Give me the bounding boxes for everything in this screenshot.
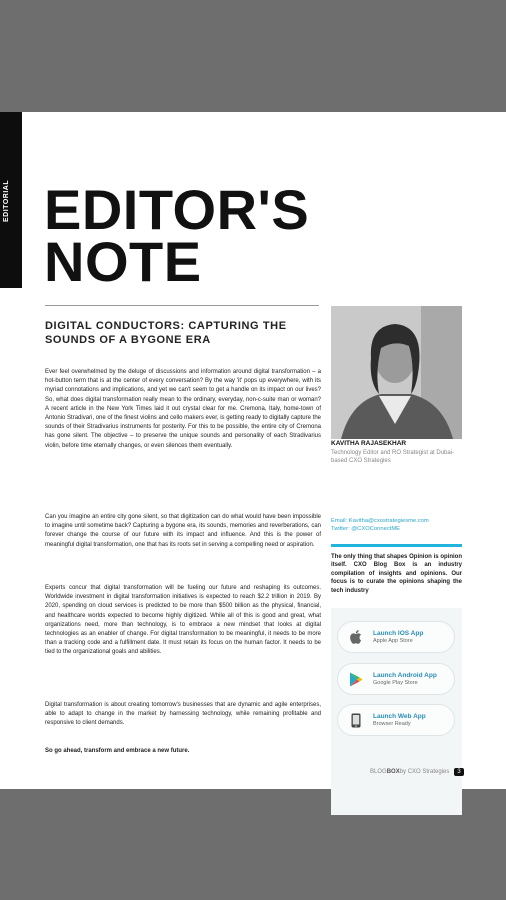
footer-byline: by CXO Strategies <box>399 769 450 775</box>
footer-brand-prefix: BLOG <box>370 769 387 775</box>
android-app-subtitle: Google Play Store <box>373 679 418 686</box>
google-play-icon <box>343 666 369 692</box>
article-paragraph: Digital transformation is about creating tomorrow's businesses that are dynamic and agile enterprises, able to adapt to change in the market by harnessing technology, while remaining profitable and responsive to client demands. <box>45 702 321 727</box>
web-app-subtitle: Browser Ready <box>373 720 411 727</box>
author-contact <box>331 517 462 533</box>
article-paragraph: Experts concur that digital transformation will be fueling our future and reshaping its outcomes. Worldwide investment in digital transformation initiatives is expected to reach $2.2 trillion in 2019. By 2020, spending on cloud services is predicted to be more than $500 billion as the physical, financial, and healthcare worlds expected to become highly digitized. While all of this is good and great, what organizations need, more than technology, is to embrace a new mindset that looks at digital technologies as an enabler of change. For digital transformation to be meaningful, it needs to be more than a tracking code and a fulfillment date. It must retain its focus on the human factor. It needs to be tied to the organizational goals and abilities. <box>45 585 321 656</box>
launch-ios-app-button[interactable] <box>337 621 455 653</box>
article-paragraph: Can you imagine an entire city gone silent, so that digitization can do what would have been impossible to imagine until sometime back? Capturing a bygone era, its sounds, memories and reverberations, can forever change the course of our future with its impact and influence. And this is the power of meaningful digital transformation, one that has its roots set in serving a compelling need or aspiration. <box>45 514 321 548</box>
author-photo <box>331 306 462 439</box>
launch-android-app-button[interactable] <box>337 663 455 695</box>
page-number: 3 <box>454 768 463 776</box>
footer-brand-bold: BOX <box>386 769 400 775</box>
article-paragraph: Ever feel overwhelmed by the deluge of discussions and information around digital transformation – a hot-button term that is at the center of every conversation? By the way 'it' pops up everywhere, with its myriad connotations and implications, and yet we can't seem to get a handle on its impact on our lives? So, what does digital transformation really mean to the ordinary, everyday, non-c-suite man or woman? A recent article in the New York Times laid it out crystal clear for me. Cremona, Italy, home-town of Antonio Stradivari, one of the finest violins and cello makers ever, is getting ready to digitally capture the sounds of their Stradivarius instruments for posterity. For this to be possible, the entire city of Cremona has gone silent. The objective – to preserve the unique sounds and personality of each Stradivarius violin, before time eternally changes, or even silences them eventually. <box>45 369 321 449</box>
web-app-title: Launch Web App <box>373 712 426 720</box>
article-subhead: DIGITAL CONDUCTORS: CAPTURING THE SOUNDS OF A BYGONE ERA <box>45 320 287 346</box>
section-tab <box>0 112 22 288</box>
magazine-page <box>0 112 506 789</box>
ios-app-title: Launch IOS App <box>373 629 424 637</box>
article-closing-line: So go ahead, transform and embrace a new future. <box>45 748 190 754</box>
author-twitter-link[interactable]: Twitter: @CXOConnectME <box>331 526 401 532</box>
author-email-link[interactable]: Email: Kavitha@cxostrategiesme.com <box>331 518 429 524</box>
title-divider <box>45 305 319 306</box>
author-name: KAVITHA RAJASEKHAR <box>331 440 407 447</box>
author-role: Technology Editor and RO Strategist at Dubai-based CXO Strategies <box>331 450 455 464</box>
ios-app-subtitle: Apple App Store <box>373 637 413 644</box>
launch-web-app-button[interactable] <box>337 704 455 736</box>
mobile-phone-icon <box>343 707 369 733</box>
page-title: EDITOR'S NOTE <box>44 178 310 293</box>
accent-bar <box>331 544 462 547</box>
page-footer <box>370 768 464 776</box>
promo-text: The only thing that shapes Opinion is opinion itself. CXO Blog Box is an industry compilation of insights and opinions. Our focus is to curate the opinions shaping the tech industry <box>331 554 462 594</box>
apple-icon <box>343 624 369 650</box>
android-app-title: Launch Android App <box>373 671 437 679</box>
section-tab-label: EDITORIAL <box>3 179 10 223</box>
